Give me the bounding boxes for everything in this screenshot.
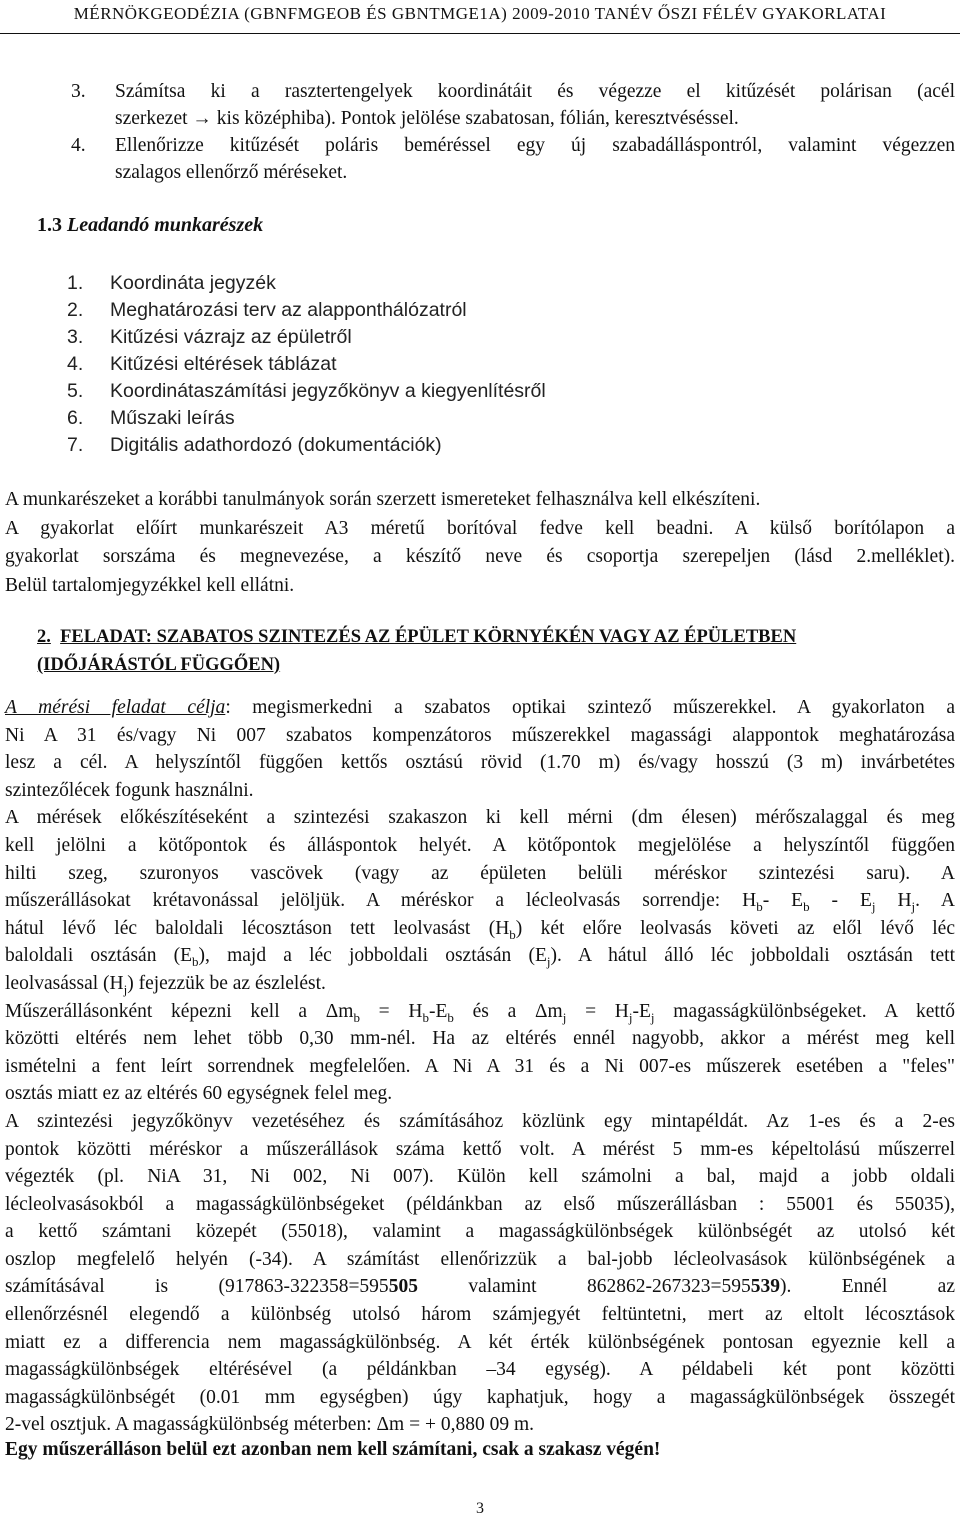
paragraph-line: Belül tartalomjegyzékkel kell ellátni. [5, 575, 295, 597]
section-heading [37, 214, 263, 237]
paragraph-line: A mérések előkészítéseként a szintezési szakaszon ki kell mérni (dm élesen) mérőszalaggal és meg [5, 807, 955, 829]
section-title: Leadandó munkarészek [67, 214, 264, 236]
paragraph-line: magasságkülönbségét (0.01 mm egységben) úgy kaphatjuk, hogy a magasságkülönbségek összegét [5, 1386, 955, 1408]
paragraph-line: Műszerállásonként képezni kell a $\Delta m_b = H_b-E_b$ és a $\Delta m_j = H_j-E_j$ magasságkülönbségeket. A kettő [5, 1000, 955, 1025]
list-item: 7. Digitális adathordozó (dokumentációk) [67, 434, 442, 456]
paragraph-line: 2-vel osztjuk. A magasságkülönbség méterben: Δm = + 0,880 09 m. [5, 1414, 535, 1436]
paragraph-line: ellenőrzésnél elegendő a különbség utolsó három számjegyét feltüntetni, mert az eltolt lécosztások [5, 1304, 955, 1326]
step-text-line: Számítsa ki a rasztertengelyek koordinátáit és végezze el kitűzését polárisan (acél [115, 81, 955, 102]
paragraph-line: pontok közötti méréskor a műszerállások száma kettő volt. A mérést 5 mm-es képeltolású műszerrel [5, 1138, 955, 1160]
paragraph-line: osztás miatt ez az eltérés 60 egységnek felel meg. [5, 1083, 393, 1105]
paragraph-line: közötti eltérés nem lehet több 0,30 mm-nél. Ha az eltérés ennél nagyobb, akkor a mérést meg kell [5, 1028, 955, 1050]
paragraph-line: lesz a cél. A helyszíntől függően kettős osztású rövid (1.70 m) és/vagy hosszú (3 m) invárbetétes [5, 752, 955, 774]
paragraph-line: leolvasással $(H_j)$ fejezzük be az észlelést. [5, 972, 326, 997]
paragraph-line: baloldali osztásán $(E_b)$, majd a léc jobboldali osztásán $(E_j)$. A hátul álló léc jobboldali osztásán tett [5, 945, 955, 970]
paragraph-line: ismételni a fent leírt sorrendnek megfelelően. A Ni A 31 és a Ni 007-es műszerek esetében a "feles" [5, 1055, 955, 1077]
paragraph-line: hátul lévő léc baloldali lécosztáson tett leolvasást $(H_b)$ két előre leolvasás követi az elől lévő léc [5, 917, 955, 942]
list-item: 1. Koordináta jegyzék [67, 272, 276, 294]
paragraph-line: műszerállásokat krétavonással jelöljük. A méréskor a lécleolvasás sorrendje: $H_b-$ $E_b - E_j$ $H_j$. A [5, 890, 956, 915]
paragraph-line: magasságkülönbségek eltérésével (a példánkban –34 egység). A példabeli két pont közötti [5, 1359, 955, 1381]
header-rule [0, 33, 960, 34]
paragraph-line: A munkarészeket a korábbi tanulmányok során szerzett ismereteket felhasználva kell elkészíteni. [5, 489, 761, 510]
step-number: 4. [71, 135, 86, 156]
paragraph-line: A szintezési jegyzőkönyv vezetéséhez és számításához közlünk egy mintapéldát. Az 1-es és a 2-es [5, 1110, 955, 1132]
step-text-line: Ellenőrizze kitűzését poláris beméréssel egy új szabadálláspontról, valamint végezzen [115, 135, 955, 156]
task-title: FELADAT: SZABATOS SZINTEZÉS AZ ÉPÜLET KÖRNYÉKÉN VAGY AZ ÉPÜLETBEN [60, 627, 797, 647]
task-body [5, 694, 955, 1439]
paragraph-line: kell jelölni a kötőpontok és álláspontok helyét. A kötőpontok megjelölése a helyszíntől függően [5, 834, 955, 856]
paragraph-line: A gyakorlat előírt munkarészeit A3 méretű borítóval fedve kell beadni. A külső borítólapon a [5, 517, 955, 539]
page-number: 3 [476, 1500, 484, 1517]
section-number: 1.3 [37, 214, 62, 236]
final-note: Egy műszerálláson belül ezt azonban nem kell számítani, csak a szakasz végén! [5, 1439, 661, 1460]
task-heading [37, 623, 796, 679]
paragraph-line: végezték (pl. NiA 31, Ni 002, Ni 007). Külön kell számolni a bal, majd a jobb oldali [5, 1166, 955, 1188]
list-item: 2. Meghatározási terv az alapponthálózatról [67, 299, 467, 321]
paragraph-line: gyakorlat sorszáma és megnevezése, a készítő neve és csoportja szerepeljen (lásd 2.melléklet). [5, 546, 955, 568]
step-text-line: szerkezet → kis középhiba). Pontok jelölése szabatosan, fólián, keresztvéséssel. [115, 108, 739, 129]
step-number: 3. [71, 81, 86, 102]
task-number: 2. [37, 627, 51, 647]
step-text-line: szalagos ellenőrző méréseket. [115, 162, 348, 183]
paragraph-line: Ni A 31 és/vagy Ni 007 szabatos kompenzátoros műszerekkel magassági alappontok meghatározása [5, 724, 955, 746]
paragraph-line: számításával is (917863-322358=595505 valamint 862862-267323=595539). Ennél az [5, 1276, 955, 1298]
paragraph-line: lécleolvasásokból a magasságkülönbségeket (példánkban az első műszerállásban : 55001 és 55035), [5, 1193, 955, 1215]
task-subtitle: (IDŐJÁRÁSTÓL FÜGGŐEN) [37, 655, 281, 675]
submission-paragraph [5, 486, 955, 601]
list-item: 6. Műszaki leírás [67, 407, 235, 429]
paragraph-line: miatt ez a differencia nem magasságkülönbség. A két érték különbségének pontosan egyeznie kell a [5, 1331, 955, 1353]
list-item: 4. Kitűzési eltérések táblázat [67, 353, 337, 375]
paragraph-line: hilti szeg, szuronyos vascövek (vagy az épületen belüli méréskor szintezési saru). A [5, 862, 955, 884]
list-item: 3. Kitűzési vázrajz az épületről [67, 326, 352, 348]
page-header: MÉRNÖKGEODÉZIA (GBNFMGEOB ÉS GBNTMGE1A) 2009-2010 TANÉV ŐSZI FÉLÉV GYAKORLATAI [73, 4, 887, 23]
paragraph-line: szintezőlécek fogunk használni. [5, 779, 254, 801]
paragraph-line: a kettő számtani közepét (55018), valamint a magasságkülönbségek különbségét az utolsó két [5, 1221, 955, 1243]
paragraph-line: A mérési feladat célja: megismerkedni a szabatos optikai szintező műszerekkel. A gyakorlaton a [5, 697, 955, 718]
list-item: 5. Koordinátaszámítási jegyzőkönyv a kiegyenlítésről [67, 380, 546, 402]
paragraph-line: oszlop megfelelő helyén (-34). A számítást ellenőrizzük a bal-jobb lécleolvasások különbségének a [5, 1248, 955, 1270]
